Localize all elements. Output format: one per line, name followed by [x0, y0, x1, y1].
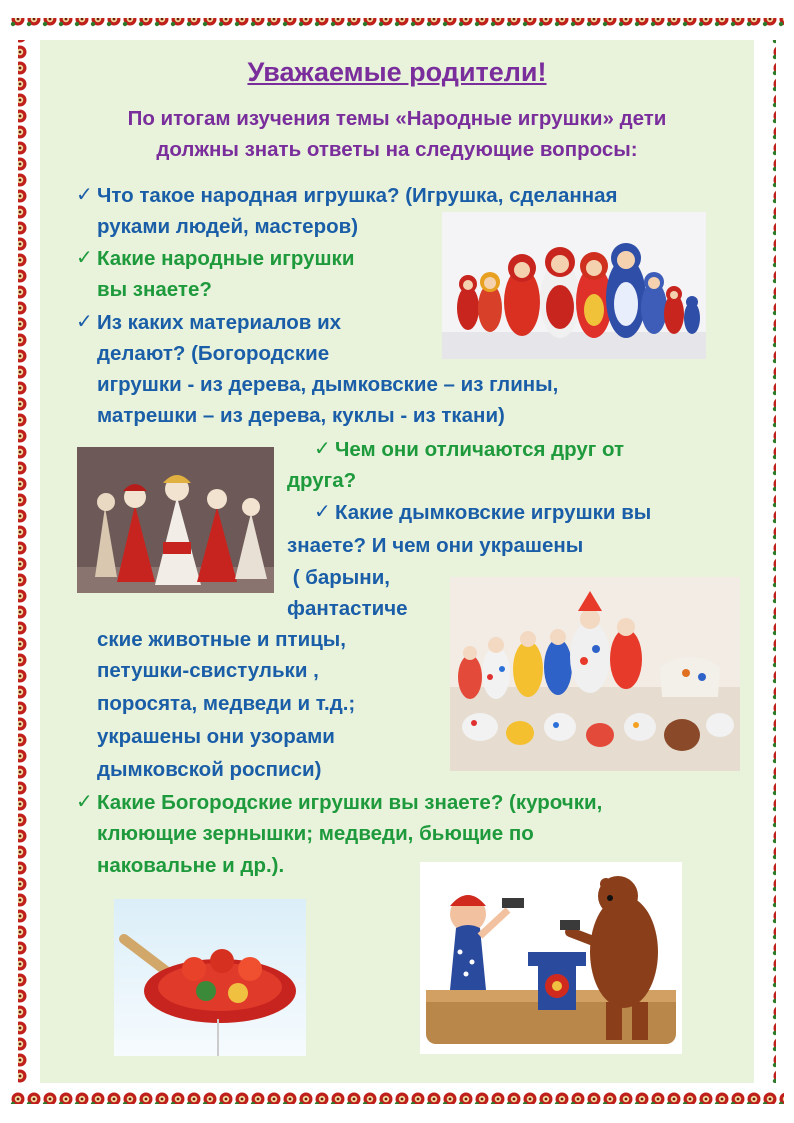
question-5-line: фантастиче — [287, 597, 408, 620]
check-icon: ✓ — [76, 791, 93, 813]
question-3-line: матрешки – из дерева, куклы - из ткани) — [97, 404, 505, 427]
intro-text — [0, 103, 794, 165]
question-6-line: клюющие зернышки; медведи, бьющие по — [97, 822, 534, 845]
page-title: Уважаемые родители! — [247, 57, 547, 87]
question-2-line: Какие народные игрушки — [97, 247, 355, 270]
question-5-line: ( барыни, — [287, 566, 390, 589]
question-2-line: вы знаете? — [97, 278, 212, 301]
intro-line: должны знать ответы на следующие вопросы: — [156, 138, 638, 161]
question-5-line: петушки-свистульки , — [97, 659, 319, 682]
question-1-line: руками людей, мастеров) — [97, 215, 359, 238]
question-3-line: делают? (Богородские — [97, 342, 330, 365]
bogorodsk-blacksmiths-toy-photo — [420, 862, 682, 1054]
question-5-line: знаете? И чем они украшены — [287, 534, 584, 557]
bogorodsk-hens-toy-photo — [114, 899, 306, 1056]
question-5-line: украшены они узорами — [97, 725, 335, 748]
question-6-line: наковальне и др.). — [97, 854, 285, 877]
check-icon: ✓ — [76, 247, 93, 269]
question-1-line: Что такое народная игрушка? (Игрушка, сделанная — [97, 184, 618, 207]
dymkovo-toys-photo — [450, 577, 740, 771]
question-5-line: дымковской росписи) — [97, 758, 322, 781]
question-5-line: поросята, медведи и т.д.; — [97, 692, 356, 715]
question-3-line: Из каких материалов их — [97, 311, 342, 334]
matryoshka-dolls-photo — [442, 212, 706, 359]
question-4-line: Чем они отличаются друг от — [335, 438, 625, 461]
question-3-line: игрушки - из дерева, дымковские – из глины, — [97, 373, 559, 396]
check-icon: ✓ — [76, 311, 93, 333]
check-icon: ✓ — [314, 438, 331, 460]
question-6-line: Какие Богородские игрушки вы знаете? (курочки, — [97, 791, 603, 814]
question-5-line: ские животные и птицы, — [97, 628, 346, 651]
question-5-line: Какие дымковские игрушки вы — [335, 501, 652, 524]
intro-line: По итогам изучения темы «Народные игрушки» дети — [127, 107, 667, 130]
question-4-line: друга? — [287, 469, 357, 492]
check-icon: ✓ — [76, 184, 93, 206]
check-icon: ✓ — [314, 501, 331, 523]
rag-dolls-photo — [77, 447, 274, 593]
